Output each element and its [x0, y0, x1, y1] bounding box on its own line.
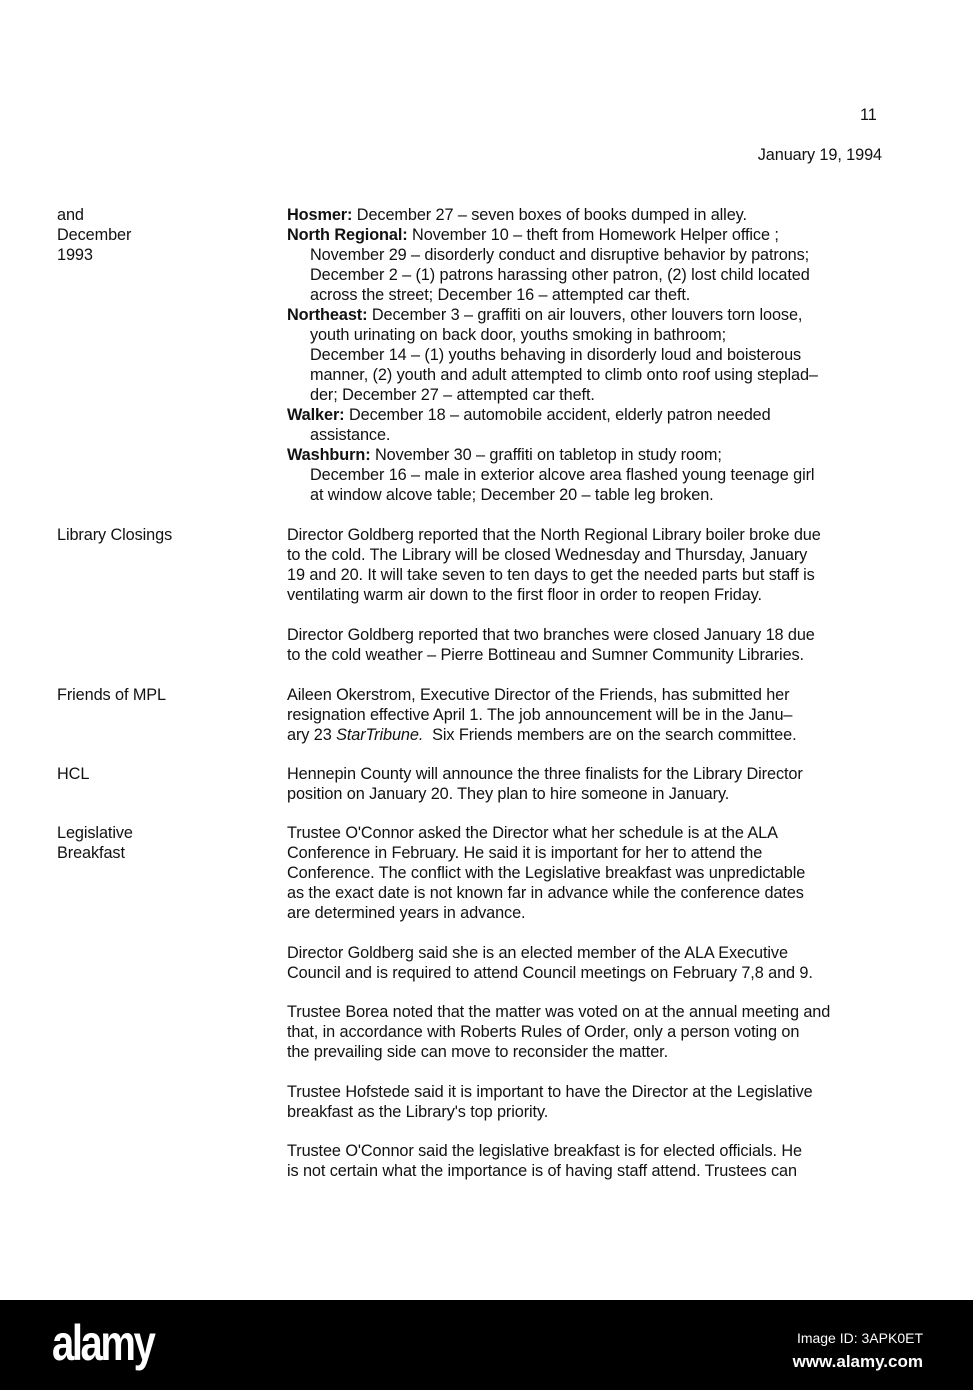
margin-label: December — [57, 226, 132, 244]
document-date: January 19, 1994 — [757, 146, 882, 164]
incident-text: December 27 – seven boxes of books dumped in alley. — [356, 206, 747, 224]
incident-text: December 3 – graffiti on air louvers, other louvers torn loose, — [371, 306, 803, 324]
page-number: 11 — [860, 106, 877, 124]
incident-line — [287, 225, 779, 245]
paragraph-line: Director Goldberg reported that the North Regional Library boiler broke due — [287, 526, 821, 544]
paragraph-line: that, in accordance with Roberts Rules of Order, only a person voting on — [287, 1023, 800, 1041]
text: Six Friends members are on the search committee. — [423, 726, 797, 744]
watermark-url: www.alamy.com — [792, 1352, 923, 1371]
incident-line — [310, 385, 595, 405]
margin-label: and — [57, 206, 84, 224]
paragraph-line: Hennepin County will announce the three finalists for the Library Director — [287, 765, 803, 783]
paragraph-line: position on January 20. They plan to hire someone in January. — [287, 785, 730, 803]
watermark-bar — [0, 1300, 973, 1390]
incident-line — [310, 245, 809, 265]
paragraph-line: the prevailing side can move to reconsider the matter. — [287, 1043, 669, 1061]
incident-text: December 14 – (1) youths behaving in disorderly loud and boisterous — [310, 346, 802, 364]
paragraph-line: to the cold weather – Pierre Bottineau and Sumner Community Libraries. — [287, 646, 804, 664]
paragraph-line: are determined years in advance. — [287, 904, 526, 922]
incident-line — [310, 425, 390, 445]
incident-line — [310, 325, 726, 345]
incident-branch-label: Hosmer: — [287, 206, 353, 224]
incident-line — [310, 265, 810, 285]
margin-label: 1993 — [57, 246, 93, 264]
image-id: Image ID: 3APK0ET — [796, 1330, 923, 1346]
incident-text: manner, (2) youth and adult attempted to climb onto roof using steplad– — [310, 366, 818, 384]
incident-text: December 2 – (1) patrons harassing other patron, (2) lost child located — [310, 266, 810, 284]
incident-line — [310, 485, 714, 505]
text: ary 23 — [287, 726, 337, 744]
incident-branch-label: North Regional: — [287, 226, 408, 244]
paragraph-line: to the cold. The Library will be closed Wednesday and Thursday, January — [287, 546, 808, 564]
incident-line — [310, 285, 690, 305]
incident-line — [310, 365, 818, 385]
paragraph-line: is not certain what the importance is of having staff attend. Trustees can — [287, 1162, 797, 1180]
incident-text: assistance. — [310, 426, 391, 444]
incident-line — [287, 445, 722, 465]
incident-text: across the street; December 16 – attempted car theft. — [310, 286, 691, 304]
paragraph-line: Trustee Hofstede said it is important to have the Director at the Legislative — [287, 1083, 813, 1101]
incident-line — [287, 305, 802, 325]
incident-text: November 10 – theft from Homework Helper office ; — [412, 226, 779, 244]
paragraph-line: Director Goldberg reported that two branches were closed January 18 due — [287, 626, 815, 644]
alamy-logo: alamy — [52, 1315, 154, 1371]
margin-label-legislative: Legislative — [57, 824, 133, 842]
paragraph-line: as the exact date is not known far in advance while the conference dates — [287, 884, 804, 902]
margin-label-legislative: Breakfast — [57, 844, 125, 862]
margin-label-library-closings: Library Closings — [57, 526, 173, 544]
incident-text: November 29 – disorderly conduct and disruptive behavior by patrons; — [310, 246, 810, 264]
incident-text: December 18 – automobile accident, elderly patron needed — [348, 406, 771, 424]
paragraph-line: resignation effective April 1. The job announcement will be in the Janu– — [287, 706, 793, 724]
margin-label-friends: Friends of MPL — [57, 686, 166, 704]
paragraph-line — [287, 725, 797, 745]
incident-line — [310, 345, 801, 365]
paragraph-line: Trustee O'Connor said the legislative breakfast is for elected officials. He — [287, 1142, 802, 1160]
incident-text: at window alcove table; December 20 – table leg broken. — [310, 486, 714, 504]
paragraph-line: 19 and 20. It will take seven to ten days to get the needed parts but staff is — [287, 566, 815, 584]
paragraph-line: Conference in February. He said it is important for her to attend the — [287, 844, 763, 862]
incident-text: November 30 – graffiti on tabletop in study room; — [374, 446, 722, 464]
paragraph-line: breakfast as the Library's top priority. — [287, 1103, 549, 1121]
incident-line — [287, 205, 747, 225]
margin-label-hcl: HCL — [57, 765, 90, 783]
incident-branch-label: Walker: — [287, 406, 345, 424]
incident-branch-label: Washburn: — [287, 446, 371, 464]
paragraph-line: Conference. The conflict with the Legislative breakfast was unpredictable — [287, 864, 806, 882]
incident-line — [287, 405, 771, 425]
publication-name: StarTribune. — [336, 726, 424, 744]
incident-line — [310, 465, 814, 485]
paragraph-line: Trustee O'Connor asked the Director what her schedule is at the ALA — [287, 824, 778, 842]
incident-branch-label: Northeast: — [287, 306, 368, 324]
paragraph-line: Director Goldberg said she is an elected member of the ALA Executive — [287, 944, 788, 962]
paragraph-line: ventilating warm air down to the first floor in order to reopen Friday. — [287, 586, 762, 604]
incident-text: December 16 – male in exterior alcove area flashed young teenage girl — [310, 466, 815, 484]
paragraph-line: Trustee Borea noted that the matter was voted on at the annual meeting and — [287, 1003, 831, 1021]
paragraph-line: Aileen Okerstrom, Executive Director of the Friends, has submitted her — [287, 686, 790, 704]
incident-text: youth urinating on back door, youths smoking in bathroom; — [310, 326, 727, 344]
incident-text: der; December 27 – attempted car theft. — [310, 386, 595, 404]
paragraph-line: Council and is required to attend Council meetings on February 7,8 and 9. — [287, 964, 813, 982]
